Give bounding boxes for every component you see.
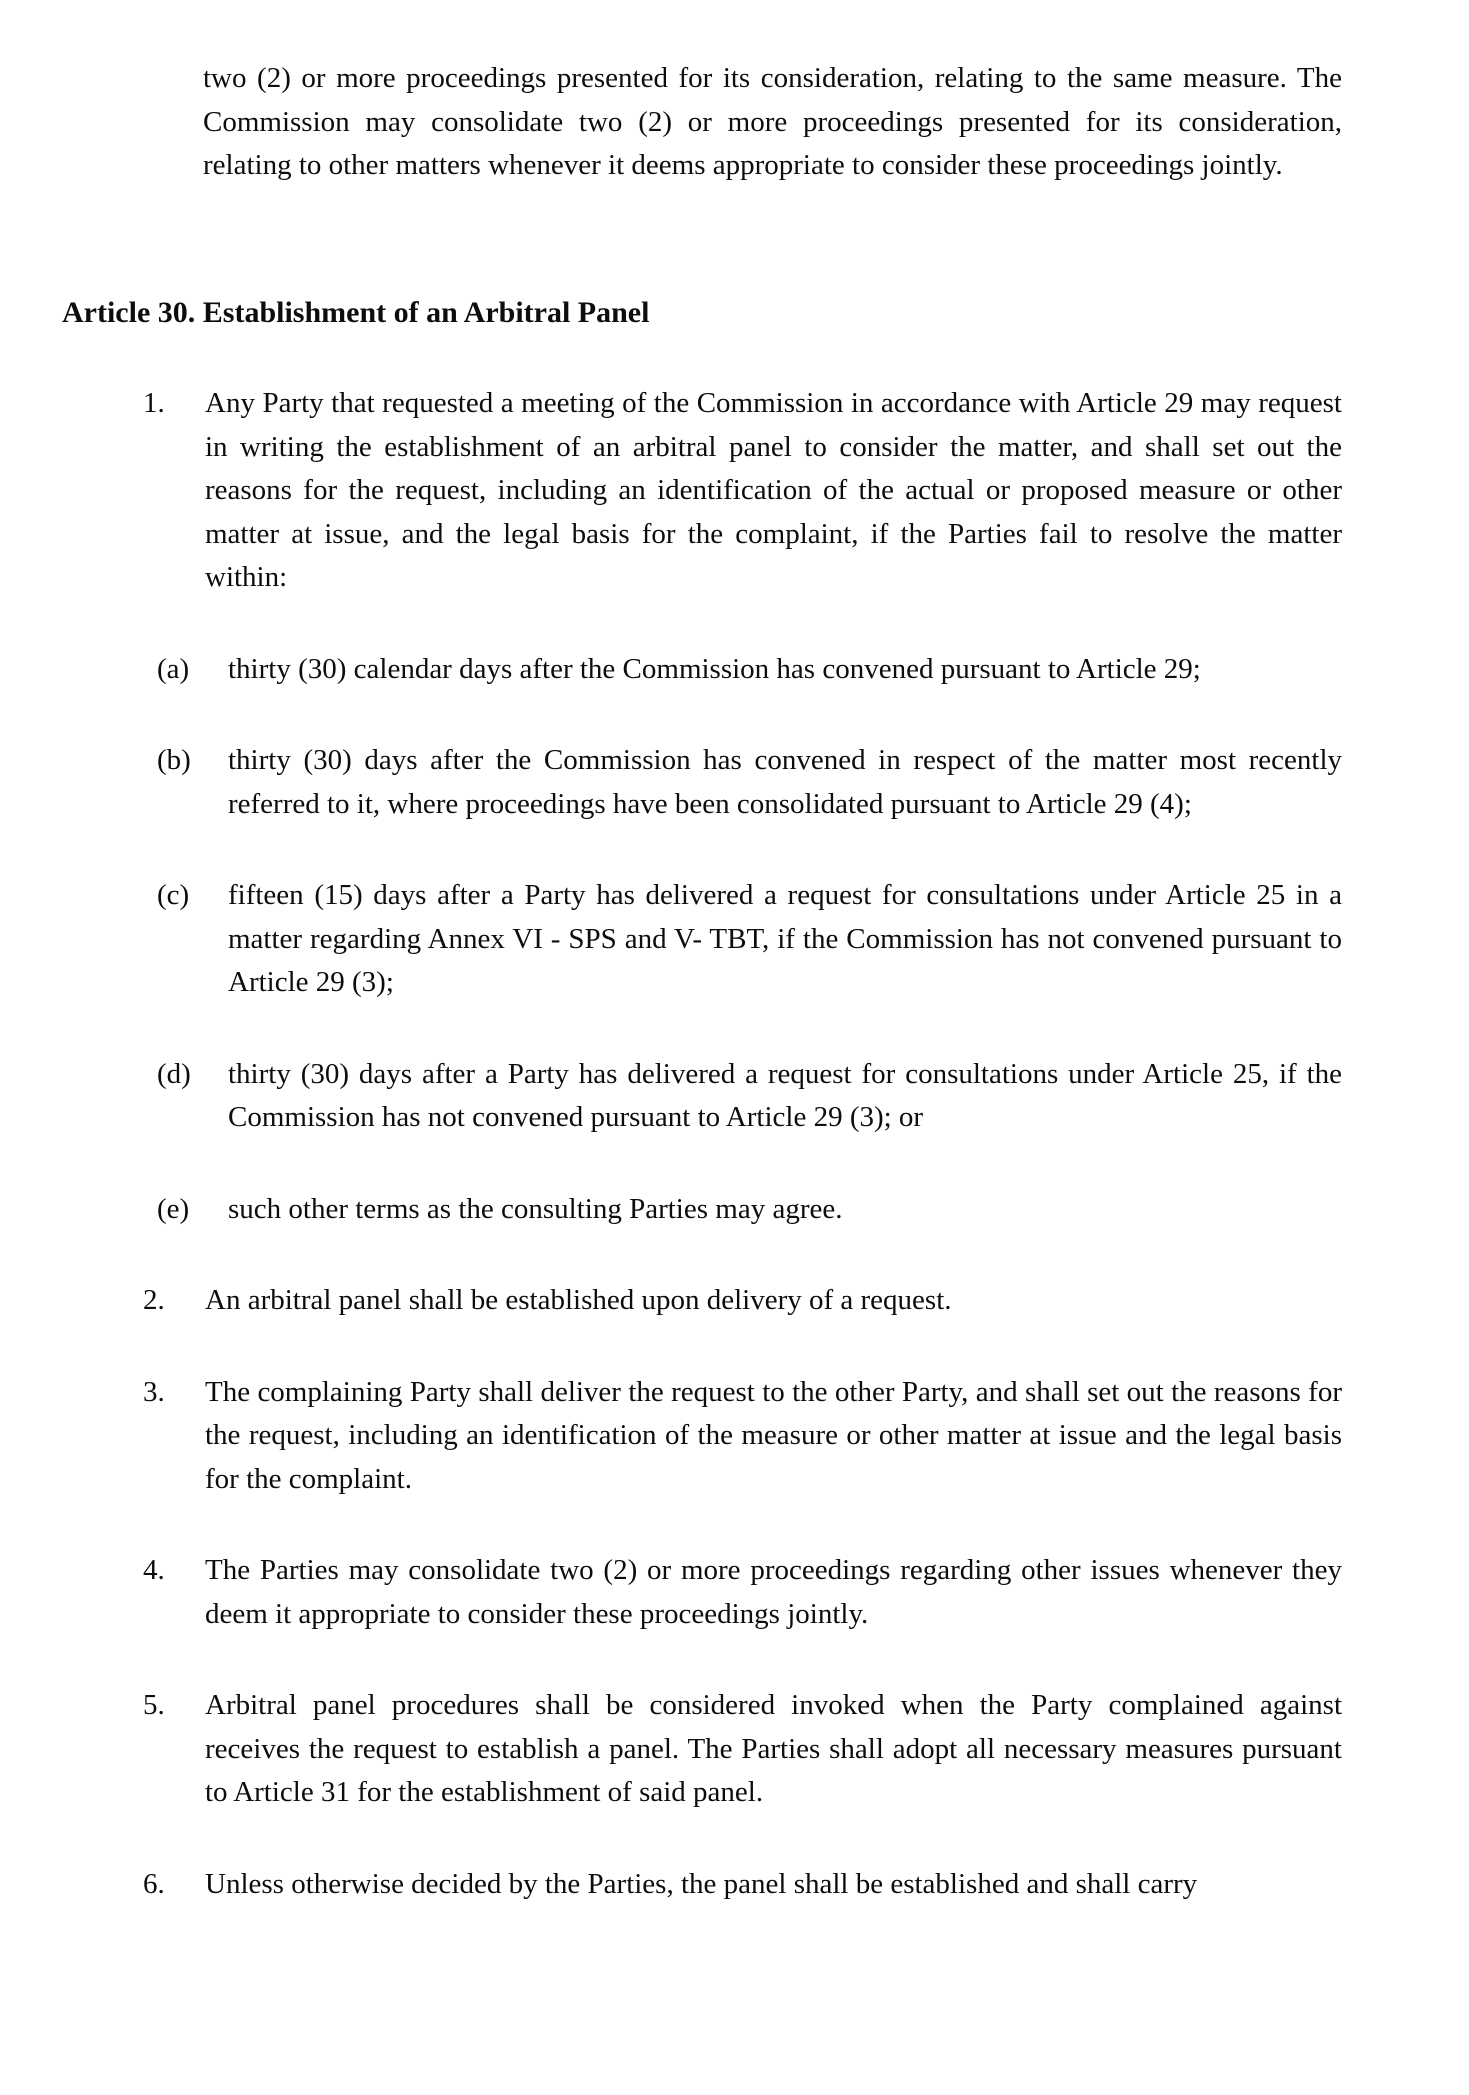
- item-number: 3.: [143, 1375, 165, 1408]
- numbered-item-3: [143, 1371, 1342, 1502]
- item-text: thirty (30) calendar days after the Commission has convened pursuant to Article 29;: [228, 652, 1201, 685]
- article-heading: Article 30. Establishment of an Arbitral Panel: [62, 295, 650, 329]
- item-number: 5.: [143, 1689, 165, 1721]
- item-text: Any Party that requested a meeting of the Commission in accordance with Article 29 may request in writing the establishment of an arbitral panel to consider the matter, and shall set out the reasons for the request, including an identification of the actual or proposed measure or other matter at issue, and the legal basis for the complaint, if the Parties fail to resolve the matter within:: [205, 387, 1342, 593]
- item-letter: (b): [157, 744, 191, 776]
- numbered-item-4: [143, 1549, 1342, 1636]
- item-number: 1.: [143, 387, 165, 419]
- paragraph-continuation: two (2) or more proceedings presented for its consideration, relating to the same measure. The Commission may consolidate two (2) or more proceedings presented for its consideration, relating to other matters whenever it deems appropriate to consider these proceedings jointly.: [203, 62, 1342, 181]
- numbered-item-2: [143, 1279, 1342, 1323]
- item-number: 6.: [143, 1867, 165, 1900]
- item-text: An arbitral panel shall be established upon delivery of a request.: [205, 1284, 952, 1316]
- item-text: Unless otherwise decided by the Parties, the panel shall be established and shall carry: [205, 1867, 1198, 1900]
- item-text: The Parties may consolidate two (2) or more proceedings regarding other issues whenever they deem it appropriate to consider these proceedings jointly.: [205, 1554, 1342, 1630]
- item-number: 2.: [143, 1284, 165, 1316]
- item-text: such other terms as the consulting Parties may agree.: [228, 1192, 843, 1225]
- numbered-item-1: [143, 382, 1342, 600]
- lettered-item-c: [157, 874, 1342, 1005]
- lettered-item-d: [157, 1053, 1342, 1140]
- lettered-item-e: [157, 1188, 1342, 1232]
- item-letter: (a): [157, 652, 190, 685]
- item-text: thirty (30) days after the Commission has convened in respect of the matter most recently referred to it, where proceedings have been consolidated pursuant to Article 29 (4);: [228, 744, 1342, 820]
- numbered-item-6: [143, 1863, 1342, 1907]
- item-letter: (d): [157, 1057, 191, 1090]
- lettered-item-b: [157, 739, 1342, 826]
- item-number: 4.: [143, 1554, 165, 1586]
- numbered-item-5: [143, 1684, 1342, 1815]
- item-text: fifteen (15) days after a Party has delivered a request for consultations under Article 25 in a matter regarding Annex VI - SPS and V- TBT, if the Commission has not convened pursuant to Article 29 (3);: [228, 879, 1342, 998]
- item-text: thirty (30) days after a Party has delivered a request for consultations under Article 25, if the Commission has not convened pursuant to Article 29 (3); or: [228, 1057, 1342, 1133]
- item-letter: (c): [157, 879, 190, 911]
- lettered-item-a: [157, 648, 1342, 692]
- item-letter: (e): [157, 1192, 190, 1225]
- item-text: The complaining Party shall deliver the request to the other Party, and shall set out the reasons for the request, including an identification of the measure or other matter at issue and the legal basis for the complaint.: [205, 1375, 1342, 1495]
- item-text: Arbitral panel procedures shall be considered invoked when the Party complained against receives the request to establish a panel. The Parties shall adopt all necessary measures pursuant to Article 31 for the establishment of said panel.: [205, 1689, 1342, 1808]
